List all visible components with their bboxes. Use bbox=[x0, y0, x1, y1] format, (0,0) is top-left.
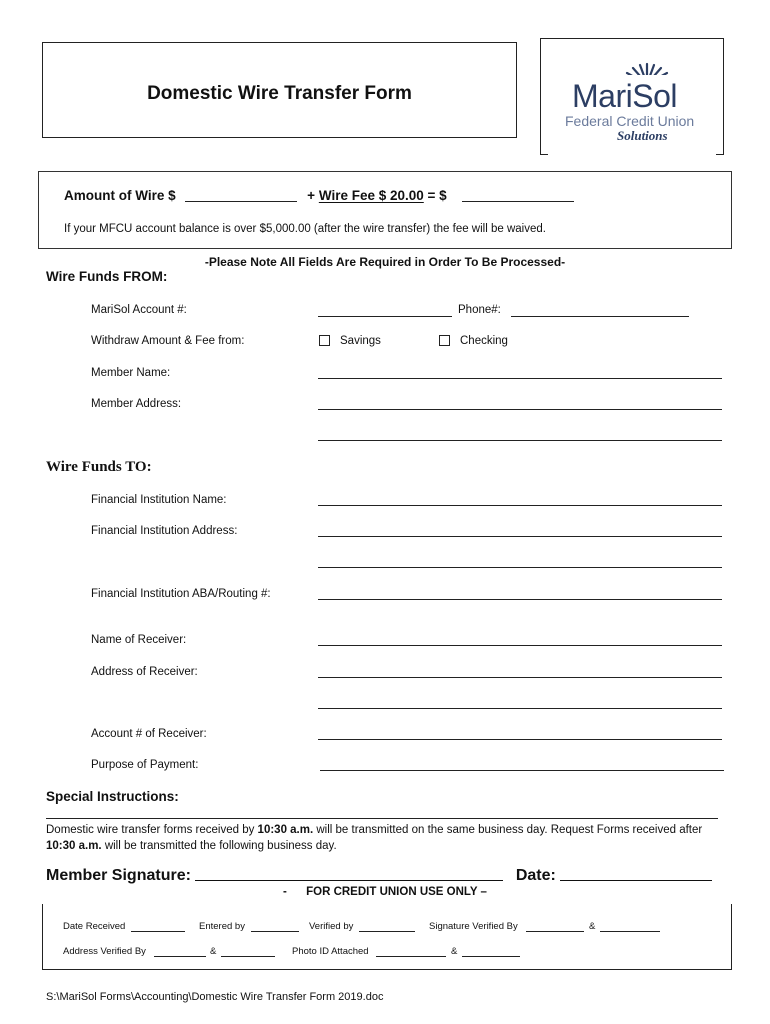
photo-id-field-1[interactable] bbox=[376, 956, 446, 957]
wire-fee-label: Wire Fee $ 20.00 bbox=[318, 188, 424, 203]
fi-name-field[interactable] bbox=[318, 505, 722, 506]
signature-label: Member Signature: bbox=[46, 867, 191, 884]
savings-label: Savings bbox=[340, 335, 381, 347]
member-address-field-1[interactable] bbox=[318, 409, 722, 410]
member-name-field[interactable] bbox=[318, 378, 722, 379]
checking-label: Checking bbox=[460, 335, 508, 347]
fi-aba-field[interactable] bbox=[318, 599, 722, 600]
receiver-address-label: Address of Receiver: bbox=[91, 666, 198, 678]
cutoff-time-2: 10:30 a.m. bbox=[46, 840, 102, 852]
date-label: Date: bbox=[515, 867, 556, 884]
special-instructions-heading: Special Instructions: bbox=[46, 789, 179, 804]
from-heading: Wire Funds FROM: bbox=[46, 269, 168, 284]
amp-1: & bbox=[589, 921, 596, 932]
checking-checkbox[interactable] bbox=[439, 335, 450, 346]
member-name-label: Member Name: bbox=[91, 367, 171, 379]
member-address-label: Member Address: bbox=[91, 398, 182, 410]
cutoff-time-1: 10:30 a.m. bbox=[257, 824, 314, 836]
receiver-name-field[interactable] bbox=[318, 645, 722, 646]
office-use-box bbox=[42, 904, 732, 970]
amount-box bbox=[38, 171, 732, 249]
form-title: Domestic Wire Transfer Form bbox=[147, 83, 412, 104]
verified-by-label: Verified by bbox=[309, 921, 354, 932]
logo-name: MariSol bbox=[572, 78, 677, 114]
receiver-address-field-2[interactable] bbox=[318, 708, 722, 709]
fi-address-field-1[interactable] bbox=[318, 536, 722, 537]
account-field[interactable] bbox=[318, 316, 452, 317]
signature-verified-field-2[interactable] bbox=[600, 931, 660, 932]
phone-label: Phone#: bbox=[458, 304, 501, 316]
amount-line bbox=[64, 188, 574, 203]
logo-subtitle: Federal Credit Union bbox=[565, 113, 695, 129]
purpose-field[interactable] bbox=[320, 770, 724, 771]
fi-address-label: Financial Institution Address: bbox=[91, 525, 238, 537]
to-heading: Wire Funds TO: bbox=[46, 459, 152, 475]
file-path-footer: S:\MariSol Forms\Accounting\Domestic Wire Transfer Form 2019.doc bbox=[46, 991, 384, 1003]
signature-field[interactable] bbox=[195, 880, 503, 881]
equals-label: = $ bbox=[427, 188, 447, 203]
date-received-label: Date Received bbox=[63, 921, 126, 932]
office-use-label: FOR CREDIT UNION USE ONLY – bbox=[306, 886, 487, 898]
logo-bracket-left bbox=[540, 146, 548, 155]
cutoff-text-1: Domestic wire transfer forms received by bbox=[46, 824, 258, 836]
fi-address-field-2[interactable] bbox=[318, 567, 722, 568]
address-verified-label: Address Verified By bbox=[63, 946, 146, 957]
receiver-name-label: Name of Receiver: bbox=[91, 634, 187, 646]
amount-field[interactable] bbox=[185, 201, 297, 202]
photo-id-label: Photo ID Attached bbox=[292, 946, 369, 957]
receiver-account-field[interactable] bbox=[318, 739, 722, 740]
account-label: MariSol Account #: bbox=[91, 304, 187, 316]
entered-by-field[interactable] bbox=[251, 931, 299, 932]
office-use-dash: - bbox=[283, 886, 287, 898]
signature-row bbox=[46, 867, 712, 885]
receiver-address-field-1[interactable] bbox=[318, 677, 722, 678]
cutoff-text-2: will be transmitted on the same business day. Request Forms received after bbox=[313, 824, 703, 836]
title-box bbox=[42, 42, 517, 138]
cutoff-paragraph bbox=[46, 822, 726, 854]
receiver-account-label: Account # of Receiver: bbox=[91, 728, 207, 740]
entered-by-label: Entered by bbox=[199, 921, 245, 932]
fee-waiver-note: If your MFCU account balance is over $5,000.00 (after the wire transfer) the fee will be waived. bbox=[64, 223, 546, 235]
address-verified-field-2[interactable] bbox=[221, 956, 275, 957]
logo-bracket-right bbox=[716, 146, 724, 155]
amount-label: Amount of Wire $ bbox=[64, 188, 176, 203]
purpose-label: Purpose of Payment: bbox=[91, 759, 199, 771]
phone-field[interactable] bbox=[511, 316, 689, 317]
amp-2: & bbox=[210, 946, 217, 957]
fi-aba-label: Financial Institution ABA/Routing #: bbox=[91, 588, 271, 600]
verified-by-field[interactable] bbox=[359, 931, 415, 932]
special-instructions-field[interactable] bbox=[46, 818, 718, 819]
logo-tagline: Solutions bbox=[617, 128, 668, 143]
amp-3: & bbox=[451, 946, 458, 957]
signature-verified-field-1[interactable] bbox=[526, 931, 584, 932]
plus-sign: + bbox=[307, 188, 316, 203]
date-received-field[interactable] bbox=[131, 931, 185, 932]
date-field[interactable] bbox=[560, 880, 712, 881]
savings-checkbox[interactable] bbox=[319, 335, 330, 346]
signature-verified-label: Signature Verified By bbox=[429, 921, 518, 932]
required-notice: -Please Note All Fields Are Required in Order To Be Processed- bbox=[204, 255, 566, 269]
address-verified-field-1[interactable] bbox=[154, 956, 206, 957]
fi-name-label: Financial Institution Name: bbox=[91, 494, 227, 506]
withdraw-label: Withdraw Amount & Fee from: bbox=[91, 335, 245, 347]
total-field[interactable] bbox=[462, 201, 574, 202]
photo-id-field-2[interactable] bbox=[462, 956, 520, 957]
cutoff-text-3: will be transmitted the following business day. bbox=[101, 840, 337, 852]
member-address-field-2[interactable] bbox=[318, 440, 722, 441]
office-use-title bbox=[0, 886, 770, 898]
